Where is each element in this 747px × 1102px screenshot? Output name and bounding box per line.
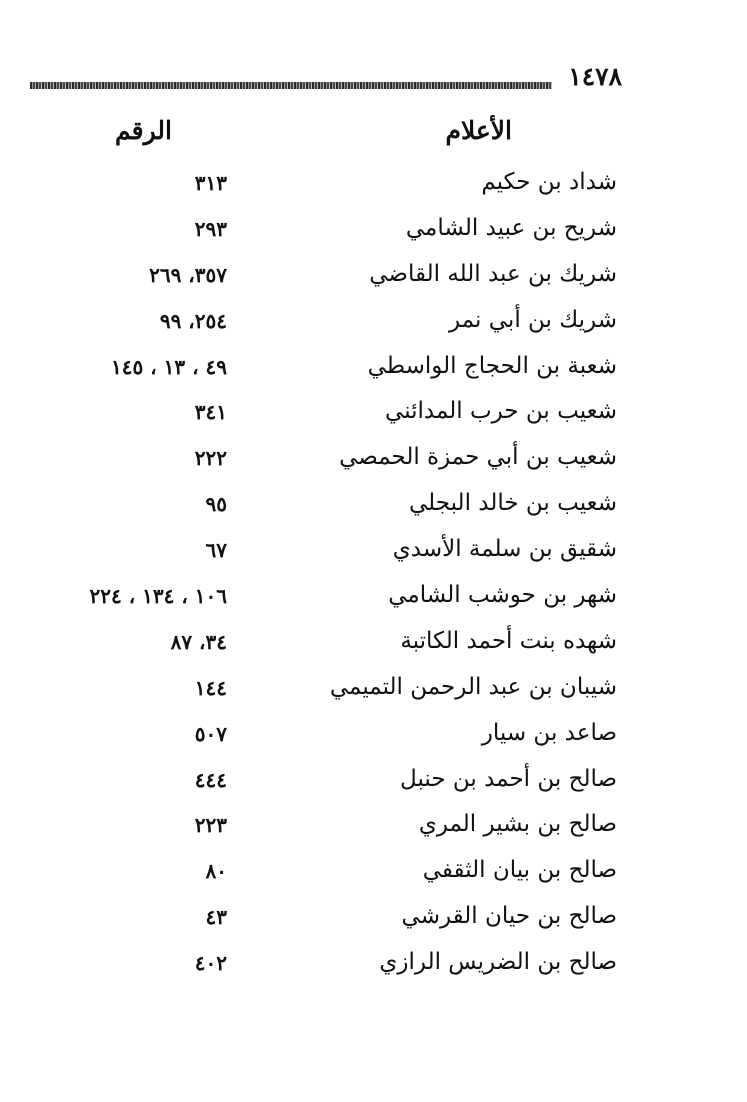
index-entry [0, 484, 747, 530]
entry-refs: ٢٢٢ [194, 446, 227, 471]
entry-name: صالح بن أحمد بن حنبل [400, 765, 617, 792]
entry-name: شهده بنت أحمد الكاتبة [400, 627, 617, 654]
entry-name: شهر بن حوشب الشامي [388, 582, 617, 609]
names-column-header: الأعلام [445, 116, 512, 145]
index-entry [0, 805, 747, 851]
entry-refs: ٣٤١ [194, 400, 227, 425]
index-entry [0, 851, 747, 897]
index-entry [0, 668, 747, 714]
header-rule [30, 82, 552, 89]
index-entry [0, 760, 747, 806]
entry-refs: ٤٤٤ [194, 767, 227, 792]
index-entry [0, 209, 747, 255]
entry-refs: ٥٠٧ [194, 721, 227, 746]
entry-refs: ٣٤، ٨٧ [170, 629, 227, 654]
index-entry [0, 301, 747, 347]
index-entry [0, 622, 747, 668]
page-header [30, 62, 622, 92]
entry-refs: ٢٩٣ [194, 216, 227, 241]
entry-refs: ٣٥٧، ٢٦٩ [149, 262, 227, 287]
index-entry [0, 392, 747, 438]
entry-refs: ٨٠ [205, 859, 227, 884]
index-entry [0, 714, 747, 760]
entry-name: شداد بن حكيم [481, 169, 617, 195]
index-entry [0, 255, 747, 301]
entry-refs: ٦٧ [205, 538, 227, 563]
entry-name: شيبان بن عبد الرحمن التميمي [329, 673, 617, 700]
entry-refs: ٤٣ [205, 905, 227, 930]
entry-name: شعيب بن حرب المدائني [385, 398, 617, 425]
entry-name: صالح بن بيان الثقفي [422, 857, 617, 884]
entry-refs: ٤٠٢ [194, 951, 227, 976]
entry-name: شعيب بن أبي حمزة الحمصي [339, 444, 617, 471]
index-entry [0, 438, 747, 484]
index-entry [0, 163, 747, 209]
entry-refs: ٢٥٤، ٩٩ [159, 308, 227, 333]
entry-name: صالح بن حيان القرشي [401, 903, 617, 930]
entry-name: شعيب بن خالد البجلي [408, 490, 617, 517]
entry-refs: ٤٩ ، ١٣ ، ١٤٥ [111, 354, 227, 379]
entry-refs: ١٤٤ [194, 675, 227, 700]
index-entry [0, 576, 747, 622]
entry-name: شريك بن عبد الله القاضي [369, 260, 617, 287]
index-entry [0, 530, 747, 576]
entry-name: صالح بن الضريس الرازي [379, 949, 617, 976]
entry-refs: ١٠٦ ، ١٣٤ ، ٢٢٤ [89, 584, 227, 609]
entry-name: صالح بن بشير المري [418, 811, 617, 838]
index-entry [0, 897, 747, 943]
index-entry [0, 943, 747, 989]
numbers-column-header: الرقم [115, 116, 172, 145]
entry-name: شقيق بن سلمة الأسدي [392, 536, 617, 563]
entry-refs: ٢٢٣ [194, 813, 227, 838]
entry-name: شريك بن أبي نمر [449, 306, 617, 333]
entry-name: شريح بن عبيد الشامي [405, 214, 617, 241]
page-number: ١٤٧٨ [568, 62, 622, 91]
entry-name: صاعد بن سيار [481, 719, 617, 746]
entry-refs: ٣١٣ [194, 171, 227, 195]
entry-name: شعبة بن الحجاج الواسطي [367, 352, 617, 379]
index-list [0, 163, 747, 989]
entry-refs: ٩٥ [205, 492, 227, 517]
index-entry [0, 347, 747, 393]
